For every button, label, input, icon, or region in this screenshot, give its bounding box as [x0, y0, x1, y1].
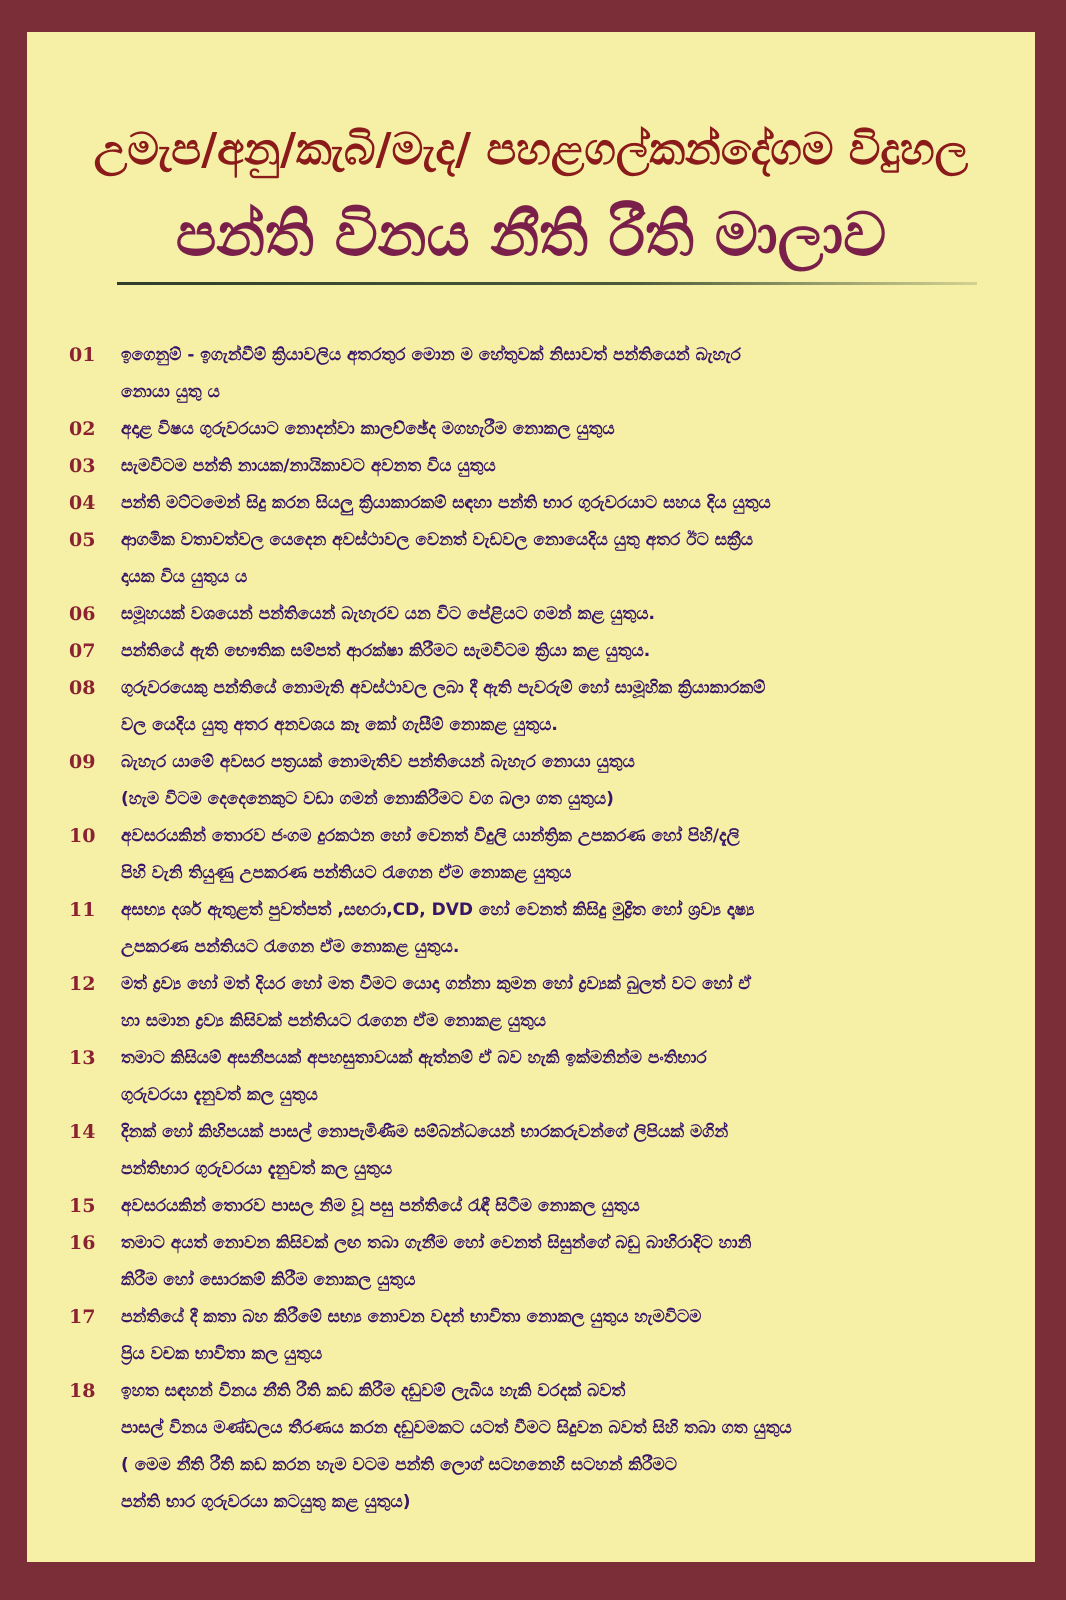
rule-text-line: පිහි වැනි තියුණු උපකරණ පන්තියට රැගෙන ඒම නොකළ යුතුය [121, 863, 572, 883]
rule-number: 08 [69, 677, 96, 699]
rule-text [121, 596, 1001, 633]
rule-text [121, 818, 1001, 892]
rule-item [27, 670, 1035, 744]
rules-list [27, 337, 1035, 1521]
rule-number: 15 [69, 1195, 96, 1217]
rule-text [121, 411, 1001, 448]
rule-text-line: උපකරණ පන්තියට රැගෙන ඒම නොකළ යුතුය. [121, 937, 460, 957]
rule-number: 02 [69, 418, 96, 440]
rule-item [27, 596, 1035, 633]
rule-text [121, 485, 1001, 522]
rule-text [121, 744, 1001, 818]
rule-number: 06 [69, 603, 96, 625]
rule-text-line: (හැම විටම දෙදෙනෙකුට වඩා ගමන් නොකිරීමට වග බලා ගත යුතුය) [121, 789, 614, 809]
rule-text-line: තමාට කිසියම් අසනීපයක් අපහසුතාවයක් ඇත්නම් ඒ බව හැකි ඉක්මනින්ම පංතිභාර [121, 1048, 707, 1068]
rule-text-line: හා සමාන ද්‍රව්‍ය කිසිවක් පන්තියට රැගෙන ඒම නොකළ යුතුය [121, 1011, 547, 1031]
rule-text-line: පන්තියේ ඇති භෞතික සම්පත් ආරක්ෂා කිරීමට සැමවිටම ක්‍රියා කළ යුතුය. [121, 641, 651, 661]
rule-item [27, 1373, 1035, 1521]
rule-text-line: සමූහයක් වශයෙන් පන්තියෙන් බැහැරව යන විට පේළියට ගමන් කළ යුතුය. [121, 604, 655, 624]
rule-number: 04 [69, 492, 96, 514]
rule-item [27, 485, 1035, 522]
rule-item [27, 892, 1035, 966]
rule-text [121, 1299, 1001, 1373]
rule-text-line: ආගමික වතාවත්වල යෙදෙන අවස්ථාවල වෙනත් වැඩවල නොයෙදිය යුතු අතර ඊට සක්‍රීය [121, 530, 754, 550]
rule-number: 16 [69, 1232, 96, 1254]
rule-text-line: දායක විය යුතුය ය [121, 567, 248, 587]
rule-number: 17 [69, 1306, 96, 1328]
rule-text [121, 670, 1001, 744]
rule-text-line: සැමවිටම පන්ති නායක/නායිකාවට අවනත විය යුතුය [121, 456, 496, 476]
rule-item [27, 337, 1035, 411]
rule-number: 03 [69, 455, 96, 477]
rule-text-line: තමාට අයත් නොවන කිසිවක් ලඟ තබා ගැනීම හෝ වෙනත් සිසුන්ගේ බඩු බාහිරාදිට හානි [121, 1233, 752, 1253]
rule-text [121, 448, 1001, 485]
rule-text-line: පාසල් විනය මණ්ඩලය තීරණය කරන දඩුවමකට යටත් වීමට සිදුවන බවත් සිහි තබා ගත යුතුය [121, 1418, 792, 1438]
rule-text-line: ප්‍රිය වචක භාවිතා කල යුතුය [121, 1344, 323, 1364]
rule-text-line: පන්ති මට්ටමෙන් සිදු කරන සියලු ක්‍රියාකාරකම් සඳහා පන්ති භාර ගුරුවරයාට සහය දිය යුතුය [121, 493, 771, 513]
title-divider [117, 282, 977, 285]
rule-text-line: පන්ති භාර ගුරුවරයා කටයුතු කළ යුතුය) [121, 1492, 411, 1512]
rule-text-line: මත් ද්‍රව්‍ය හෝ මත් දියර හෝ මත වීමට යොදා ගන්නා කුමන හෝ ද්‍රව්‍යක් බුලත් වට හෝ ඒ [121, 974, 752, 994]
rule-item [27, 744, 1035, 818]
rule-item [27, 522, 1035, 596]
rule-number: 05 [69, 529, 96, 551]
rule-text [121, 1188, 1001, 1225]
rule-text [121, 337, 1001, 411]
rule-item [27, 633, 1035, 670]
rule-number: 18 [69, 1380, 96, 1402]
rule-text-line: ඉහත සඳහන් විනය නීති රීති කඩ කිරීම දඩුවම් ලැබිය හැකි වරදක් බවත් [121, 1381, 626, 1401]
school-name: උමැප/අනු/කැබි/මැද/ පහළගල්කන්දේගම විදුහල [93, 124, 969, 175]
rule-text-line: අදාළ විෂය ගුරුවරයාට නොදන්වා කාලච්ඡේද මගහැරීම නොකල යුතුය [121, 419, 615, 439]
rule-text-line: පන්තියේ දී කතා බහ කිරීමේ සභ්‍ය නොවන වදන් භාවිතා නොකල යුතුය හැමවිටම [121, 1307, 702, 1327]
rule-item [27, 818, 1035, 892]
rule-text [121, 633, 1001, 670]
rule-text-line: නොයා යුතු ය [121, 382, 220, 402]
rule-text-line: දිනක් හෝ කිහිපයක් පාසල් නොපැමිණීම සම්බන්ධයෙන් භාරකරුවන්ගේ ලිපියක් මගින් [121, 1122, 729, 1142]
rule-text [121, 892, 1001, 966]
rule-number: 01 [69, 344, 96, 366]
rule-item [27, 1188, 1035, 1225]
rule-item [27, 1299, 1035, 1373]
rule-number: 07 [69, 640, 96, 662]
rule-number: 11 [69, 899, 96, 921]
notice-board [27, 32, 1035, 1562]
rule-item [27, 1225, 1035, 1299]
rule-text [121, 1040, 1001, 1114]
rule-text [121, 522, 1001, 596]
rule-text [121, 1373, 1001, 1521]
rule-text-line: වල යෙදිය යුතු අතර අනවශය කෑ කෝ ගැසීම් නොකළ යුතුය. [121, 715, 558, 735]
rule-text [121, 1114, 1001, 1188]
rule-text-line: බැහැර යාමේ අවසර පත්‍රයක් නොමැතිව පන්තියෙන් බැහැර නොයා යුතුය [121, 752, 635, 772]
rule-text-line: ඉගෙනුම් - ඉගැන්වීම් ක්‍රියාවලිය අතරතුර මොන ම හේතුවක් නිසාවත් පන්තියෙන් බැහැර [121, 345, 741, 365]
rule-item [27, 966, 1035, 1040]
rule-text-line: අවසරයකින් තොරව ජංගම දුරකථන හෝ වෙනත් විදුලි යාන්ත්‍රික උපකරණ හෝ පිහි/දැලි [121, 826, 740, 846]
rule-number: 12 [69, 973, 96, 995]
rule-number: 10 [69, 825, 96, 847]
rule-text-line: අසභ්‍ය දර්ශ ඇතුළත් පුවත්පත් ,සඟරා,CD, DVD හෝ වෙනත් කිසිදු මුද්‍රිත හෝ ශ්‍රව්‍ය දෘෂ්‍ය [121, 900, 755, 920]
rule-text [121, 966, 1001, 1040]
rule-item [27, 411, 1035, 448]
rule-number: 09 [69, 751, 96, 773]
rule-text-line: ගුරුවරයා දැනුවත් කල යුතුය [121, 1085, 318, 1105]
rule-text-line: ගුරුවරයෙකු පන්තියේ නොමැති අවස්ථාවල ලබා දී ඇති පැවරුම් හෝ සාමූහික ක්‍රියාකාරකම් [121, 678, 766, 698]
rule-text-line: අවසරයකින් තොරව පාසල නිම වූ පසු පන්තියේ රැඳී සිටීම නොකල යුතුය [121, 1196, 640, 1216]
rule-number: 14 [69, 1121, 96, 1143]
rule-number: 13 [69, 1047, 96, 1069]
rule-text-line: ( මෙම නීති රීති කඩ කරන හැම වටම පන්ති ලොග් සටහනෙහි සටහන් කිරීමට [121, 1455, 677, 1475]
rule-item [27, 448, 1035, 485]
page-title: පන්ති විනය නීති රීති මාලාව [175, 200, 887, 270]
rule-item [27, 1040, 1035, 1114]
rule-text-line: කිරීම හෝ සොරකම් කිරීම නොකල යුතුය [121, 1270, 416, 1290]
rule-item [27, 1114, 1035, 1188]
rule-text [121, 1225, 1001, 1299]
rule-text-line: පන්තිභාර ගුරුවරයා දැනුවත් කල යුතුය [121, 1159, 393, 1179]
